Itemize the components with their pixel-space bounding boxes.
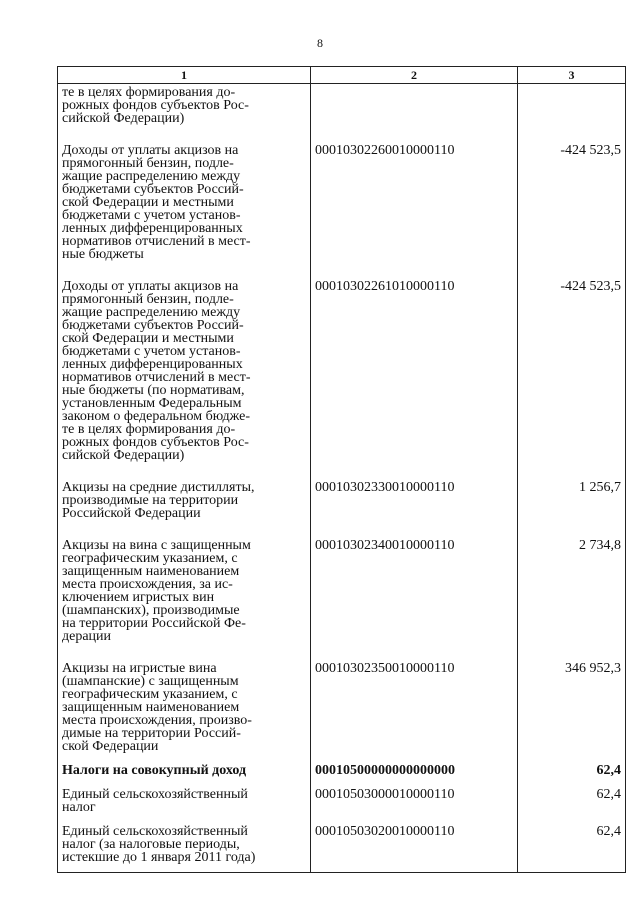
page-number: 8 bbox=[317, 36, 323, 50]
table-row bbox=[58, 84, 626, 126]
row-code: 00010503000010000110 bbox=[311, 777, 518, 814]
row-code: 00010302350010000110 bbox=[311, 643, 518, 753]
row-amount: -424 523,5 bbox=[518, 125, 626, 261]
table-header-row bbox=[58, 67, 626, 84]
table-row bbox=[58, 125, 626, 261]
row-code bbox=[311, 84, 518, 126]
row-code: 00010503020010000110 bbox=[311, 814, 518, 873]
row-code: 00010302260010000110 bbox=[311, 125, 518, 261]
row-name: Доходы от уплаты акцизов на прямогонный бензин, подле- жащие распределению между бюджетами субъектов Россий- ской Федерации и местными бюджетами с учетом установ- ленных дифференцированных нормативов отчислений в мест- ные бюджеты bbox=[58, 125, 311, 261]
row-name: Акцизы на средние дистилляты, производимые на территории Российской Федерации bbox=[58, 462, 311, 520]
row-code: 00010302330010000110 bbox=[311, 462, 518, 520]
row-amount: 62,4 bbox=[518, 777, 626, 814]
row-name: Акцизы на игристые вина (шампанские) с защищенным географическим указанием, с защищенным наименованием места происхождения, произво- димые на территории Россий- ской Федерации bbox=[58, 643, 311, 753]
table-row bbox=[58, 814, 626, 873]
row-code: 00010500000000000000 bbox=[311, 753, 518, 777]
row-amount: -424 523,5 bbox=[518, 261, 626, 462]
row-name: Акцизы на вина с защищенным географическим указанием, с защищенным наименованием места происхождения, за ис- ключением игристых вин (шампанских), производимые на территории Российской Фе- дерации bbox=[58, 520, 311, 643]
row-name: Единый сельскохозяйственный налог bbox=[58, 777, 311, 814]
row-code: 00010302261010000110 bbox=[311, 261, 518, 462]
table-body bbox=[58, 84, 626, 873]
table-row bbox=[58, 753, 626, 777]
row-name: Доходы от уплаты акцизов на прямогонный бензин, подле- жащие распределению между бюджетами субъектов Россий- ской Федерации и местными бюджетами с учетом установ- ленных дифференцированных нормативов отчислений в мест- ные бюджеты (по нормативам, установленным Федеральным законом о федеральном бюдже- те в целях формирования до- рожных фондов субъектов Рос- сийской Федерации) bbox=[58, 261, 311, 462]
table-row bbox=[58, 261, 626, 462]
row-amount bbox=[518, 84, 626, 126]
column-header-1: 1 bbox=[58, 67, 311, 84]
table-row bbox=[58, 777, 626, 814]
table-row bbox=[58, 520, 626, 643]
column-header-3: 3 bbox=[518, 67, 626, 84]
row-amount: 2 734,8 bbox=[518, 520, 626, 643]
row-amount: 1 256,7 bbox=[518, 462, 626, 520]
column-header-2: 2 bbox=[311, 67, 518, 84]
table-row bbox=[58, 462, 626, 520]
row-code: 00010302340010000110 bbox=[311, 520, 518, 643]
table-row bbox=[58, 643, 626, 753]
row-name: Единый сельскохозяйственный налог (за налоговые периоды, истекшие до 1 января 2011 года) bbox=[58, 814, 311, 873]
row-amount: 346 952,3 bbox=[518, 643, 626, 753]
row-name: Налоги на совокупный доход bbox=[58, 753, 311, 777]
row-amount: 62,4 bbox=[518, 814, 626, 873]
budget-table bbox=[57, 66, 626, 873]
row-amount: 62,4 bbox=[518, 753, 626, 777]
row-name: те в целях формирования до- рожных фондов субъектов Рос- сийской Федерации) bbox=[58, 84, 311, 126]
